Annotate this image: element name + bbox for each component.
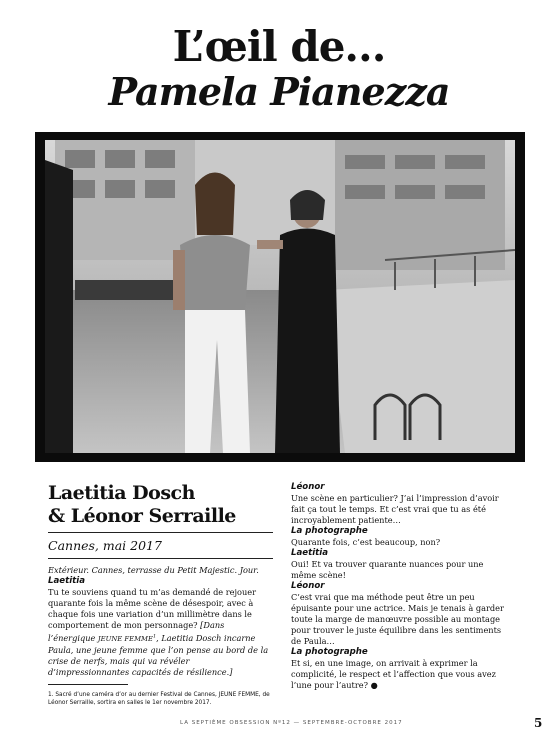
- name-line-2: & Léonor Serraille: [48, 505, 236, 527]
- dialogue-text: Et si, en une image, on arrivait à exprimer la complicité, le respect et l’affection que vous avez l’une pour l’autre? ●: [291, 658, 496, 690]
- running-footer: LA SEPTIÈME OBSESSION Nº12 — SEPTEMBRE-OCTOBRE 2017: [180, 720, 403, 726]
- name-line-1: Laetitia Dosch: [48, 482, 195, 504]
- interviewee-names: [48, 482, 273, 528]
- speaker-label: La photographe: [291, 647, 368, 657]
- photo-frame: [35, 132, 525, 462]
- dialogue-text: [48, 587, 273, 678]
- place-date: Cannes, mai 2017: [48, 538, 162, 553]
- film-title: JEUNE FEMME: [97, 634, 153, 643]
- page-number: 5: [534, 716, 543, 730]
- scene-heading: Extérieur. Cannes, terrasse du Petit Majestic. Jour.: [48, 565, 259, 575]
- dialogue-text: C’est vrai que ma méthode peut être un peu épuisante pour une actrice. Mais je tenais à garder toute la marge de manœuvre possible au montage pour trouver le juste équilibre dans les sentiments de Paula…: [291, 592, 504, 646]
- footnote-ref: 1: [152, 633, 157, 639]
- dialogue-line: Tu te souviens quand tu m’as demandé de rejouer quarante fois la même scène de désespoir, avec à chaque fois une variation d’un millimètre dans le comportement de mon personnage?: [48, 587, 257, 630]
- stage-note: [Dans l’énergique JEUNE FEMME$^1$, Laetitia Dosch incarne Paula, une jeune femme que l’on pense au bord de la crise de nerfs, mais qui va révéler d’impressionnantes capacités de résilience.]: [48, 620, 269, 677]
- dialogue-text: Une scène en particulier? J’ai l’impression d’avoir fait ça tout le temps. Et c’est vrai que tu as été incroyablement patiente…: [291, 493, 499, 525]
- speaker-label: Laetitia: [48, 576, 86, 586]
- right-column: [291, 482, 511, 691]
- portrait-photo: [45, 140, 515, 453]
- dialogue-text: Quarante fois, c’est beaucoup, non?: [291, 537, 441, 547]
- speaker-label: Laetitia: [291, 548, 329, 558]
- divider: [48, 558, 273, 559]
- footnote: 1. Sacré d’une caméra d’or au dernier Festival de Cannes, JEUNE FEMME, de Léonor Serraille, sortira en salles le 1er novembre 2017.: [48, 691, 270, 706]
- footnote-rule: [48, 684, 128, 685]
- speaker-label: Léonor: [291, 581, 325, 591]
- divider: [48, 532, 273, 533]
- dialogue-text: Oui! Et va trouver quarante nuances pour une même scène!: [291, 559, 484, 580]
- title-line-1: L’œil de…: [172, 22, 386, 71]
- title-line-2: Pamela Pianezza: [108, 69, 450, 114]
- left-column: [48, 482, 273, 707]
- speaker-label: Léonor: [291, 482, 325, 492]
- page-title: [0, 24, 558, 114]
- speaker-label: La photographe: [291, 526, 368, 536]
